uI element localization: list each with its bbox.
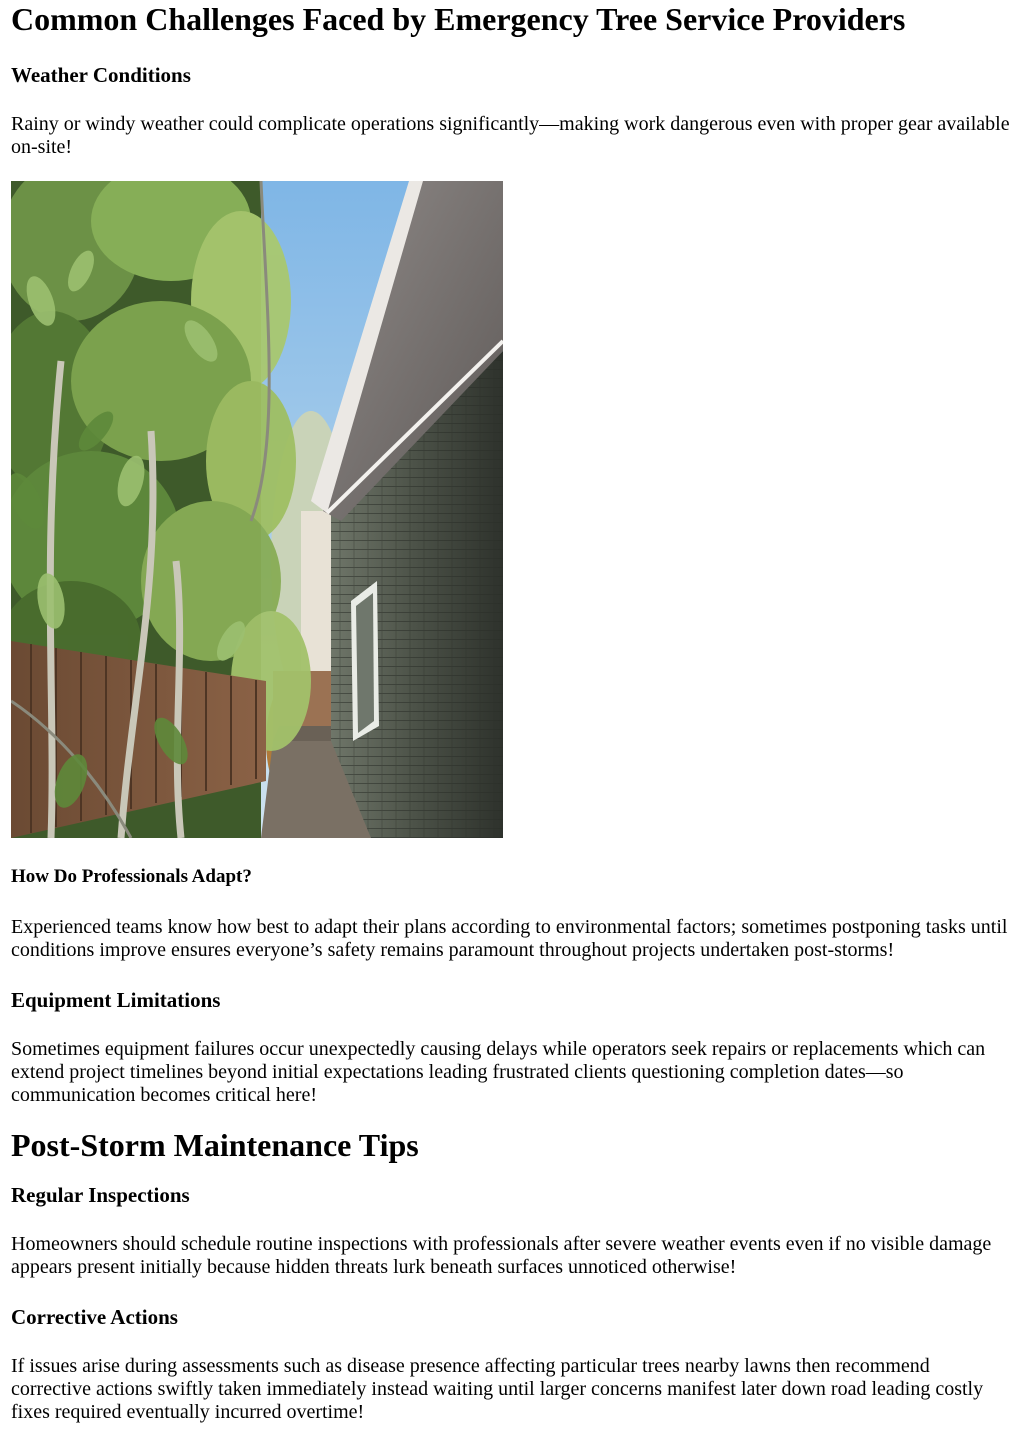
- section-title-challenges: Common Challenges Faced by Emergency Tree Service Providers: [11, 1, 906, 37]
- article: [0, 1, 1024, 1424]
- heading-corrective-actions: Corrective Actions: [11, 1305, 178, 1329]
- heading-equipment-limitations: Equipment Limitations: [11, 988, 221, 1012]
- heading-how-professionals-adapt: How Do Professionals Adapt?: [11, 866, 252, 887]
- paragraph-regular-inspections: Homeowners should schedule routine inspections with professionals after severe weather events even if no visible damage appears present initially because hidden threats lurk beneath surfaces unnoticed otherwise!: [11, 1233, 992, 1278]
- heading-regular-inspections: Regular Inspections: [11, 1183, 190, 1207]
- paragraph-weather-conditions: Rainy or windy weather could complicate operations significantly—making work dangerous even with proper gear available on-site!: [11, 113, 1010, 158]
- heading-weather-conditions: Weather Conditions: [11, 63, 191, 87]
- photo-side-yard: [11, 181, 503, 838]
- paragraph-corrective-actions: If issues arise during assessments such as disease presence affecting particular trees nearby lawns then recommend corrective actions swiftly taken immediately instead waiting until larger concerns manifest later down road leading costly fixes required eventually incurred overtime!: [11, 1355, 984, 1423]
- paragraph-how-professionals-adapt: Experienced teams know how best to adapt their plans according to environmental factors; sometimes postponing tasks until conditions improve ensures everyone’s safety remains paramount throughout projects undertaken post-storms!: [11, 916, 1008, 961]
- section-title-maintenance: Post-Storm Maintenance Tips: [11, 1127, 419, 1163]
- paragraph-equipment-limitations: Sometimes equipment failures occur unexpectedly causing delays while operators seek repairs or replacements which can extend project timelines beyond initial expectations leading frustrated clients questioning completion dates—so communication becomes critical here!: [11, 1038, 986, 1106]
